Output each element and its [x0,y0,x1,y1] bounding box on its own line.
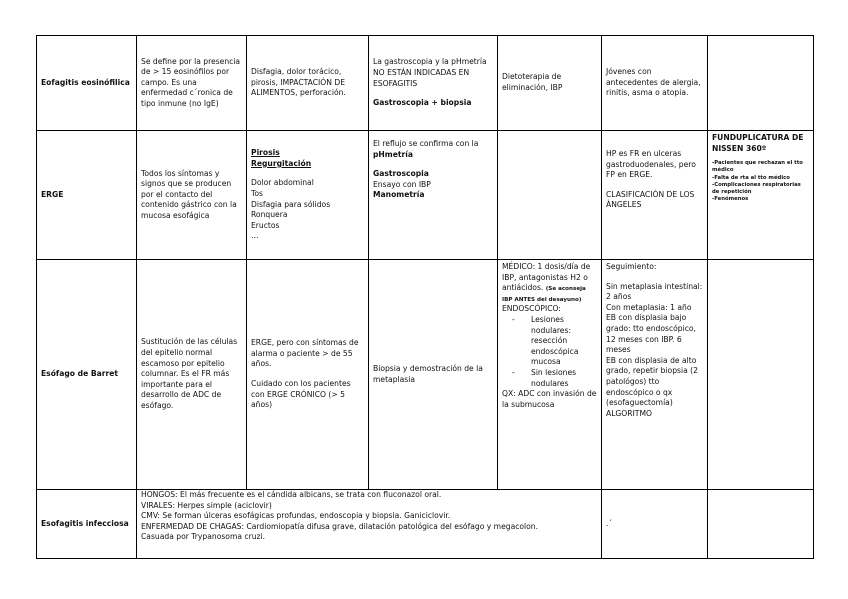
empty-cell [708,36,814,131]
surgery-item: -Complicaciones respiratorias de repetición [712,181,801,195]
infectious-line: ENFERMEDAD DE CHAGAS: Cardiomiopatía difusa grave, dilatación patológica del esófago y megacolon. Casuada por Trypanosoma cruzi. [141,521,539,542]
diagnosis-text: El reflujo se confirma con la [373,139,479,148]
row-infectious [37,490,814,559]
treatment-cell: Dietoterapia de eliminación, IBP [498,36,602,131]
diagnosis-cell [369,36,498,131]
diagnosis-text: Ensayo con IBP [373,179,431,189]
empty-cell [708,260,814,490]
disease-name: Esofagitis infecciosa [37,490,137,559]
diagnosis-bold: Gastroscopia [373,169,429,179]
diagnosis-cell: Biopsia y demostración de la metaplasia [369,260,498,490]
row-barret [37,260,814,490]
row-eosinophilic [37,36,814,131]
notes-text: CLASIFICACIÓN DE LOS ÁNGELES [606,189,695,210]
clinic-item: Tos [251,188,263,198]
clinic-underlined: Regurgitación [251,158,312,168]
followup-line: Sin metaplasia intestinal: 2 años [606,281,703,302]
row-erge [37,131,814,260]
diagnosis-bold: pHmetría [373,149,413,159]
infectious-line: HONGOS: El más frecuente es el cándida albicans, se trata con fluconazol oral. [141,490,442,499]
diagnosis-cell [369,131,498,260]
notes-cell [602,131,708,260]
treatment-endoscopic: ENDOSCÓPICO: [502,304,561,314]
followup-line: Seguimiento: [606,262,657,271]
treatment-list [502,315,597,389]
surgery-item: -Fenómenos [712,196,749,203]
treatment-cell [498,260,602,490]
treatment-cell [498,131,602,260]
list-item: - Lesiones nodulares: resección endoscópica mucosa [522,315,597,368]
diagnosis-bold: Manometría [373,190,425,200]
infectious-line: VIRALES: Herpes simple (aciclovir) [141,500,272,510]
clinic-item: … [251,231,259,241]
treatment-qx: QX: ADC con invasión de la submucosa [502,389,597,409]
surgery-title: FUNDUPLICATURA DE NISSEN 360º [712,133,804,153]
notes-cell: Jóvenes con antecedentes de alergia, rinitis, asma o atopia. [602,36,708,131]
followup-line: EB con displasia de alto grado, repetir biopsia (2 patológos) tto endoscópico o qx (esofaguectomía) [606,355,698,408]
list-item: - Sin lesiones nodulares [522,368,597,389]
clinic-underlined: Pirosis [251,148,280,158]
followup-line: Con metaplasia: 1 año [606,302,692,312]
followup-line: ALGORITMO [606,408,652,418]
clinic-item: Disfagia para sólidos [251,199,331,209]
notes-text: HP es FR en ulceras gastroduodenales, pero FP en ERGE. [606,149,696,180]
followup-line: EB con displasia bajo grado: tto endoscópico, 12 meses con IBP. 6 meses [606,313,696,355]
clinic-text: Cuidado con los pacientes con ERGE CRÓNICO (> 5 años) [251,379,351,410]
surgery-cell [708,131,814,260]
definition-cell: Sustitución de las células del epitelio normal escamoso por epitelio columnar. Es el FR más importante para el desarrollo de ADC de esófago. [137,260,247,490]
clinic-item: Ronquera [251,210,288,220]
clinic-cell [247,260,369,490]
followup-cell [602,260,708,490]
disease-name: ERGE [37,131,137,260]
diagnosis-text: La gastroscopia y la pHmetría NO ESTÁN INDICADAS EN ESOFAGITIS [373,57,487,88]
disease-name: Esófago de Barret [37,260,137,490]
surgery-item: -Pacientes que rechazan el tto médico [712,160,803,174]
infectious-cell [137,490,602,559]
infectious-line: CMV: Se forman úlceras esofágicas profundas, endoscopia y biopsia. Ganiciclovir. [141,511,451,521]
definition-cell: Se define por la presencia de > 15 eosinófilos por campo. Es una enfermedad c´ronica de tipo inmune (no IgE) [137,36,247,131]
clinic-item: Dolor abdominal [251,178,314,188]
clinic-text: ERGE, pero con síntomas de alarma o paciente > de 55 años. [251,338,359,369]
treatment-text: MÉDICO: 1 dosis/día de IBP, antagonistas H2 o antiácidos. [502,262,591,293]
definition-cell: Todos los síntomas y signos que se producen por el contacto del contenido gástrico con la mucosa esofágica [137,131,247,260]
empty-cell [708,490,814,559]
notes-cell: .´ [602,490,708,559]
esophagus-disease-table [36,35,814,559]
clinic-cell [247,131,369,260]
treatment-small: (Se aconseja IBP ANTES del desayuno) [502,286,586,303]
surgery-item: -Falta de rta al tto médico [712,174,790,181]
clinic-cell: Disfagia, dolor torácico, pirosis, IMPACTACIÓN DE ALIMENTOS, perforación. [247,36,369,131]
diagnosis-bold: Gastroscopia + biopsia [373,98,472,108]
clinic-item: Eructos [251,220,280,230]
disease-name: Eofagitis eosinófilica [37,36,137,131]
